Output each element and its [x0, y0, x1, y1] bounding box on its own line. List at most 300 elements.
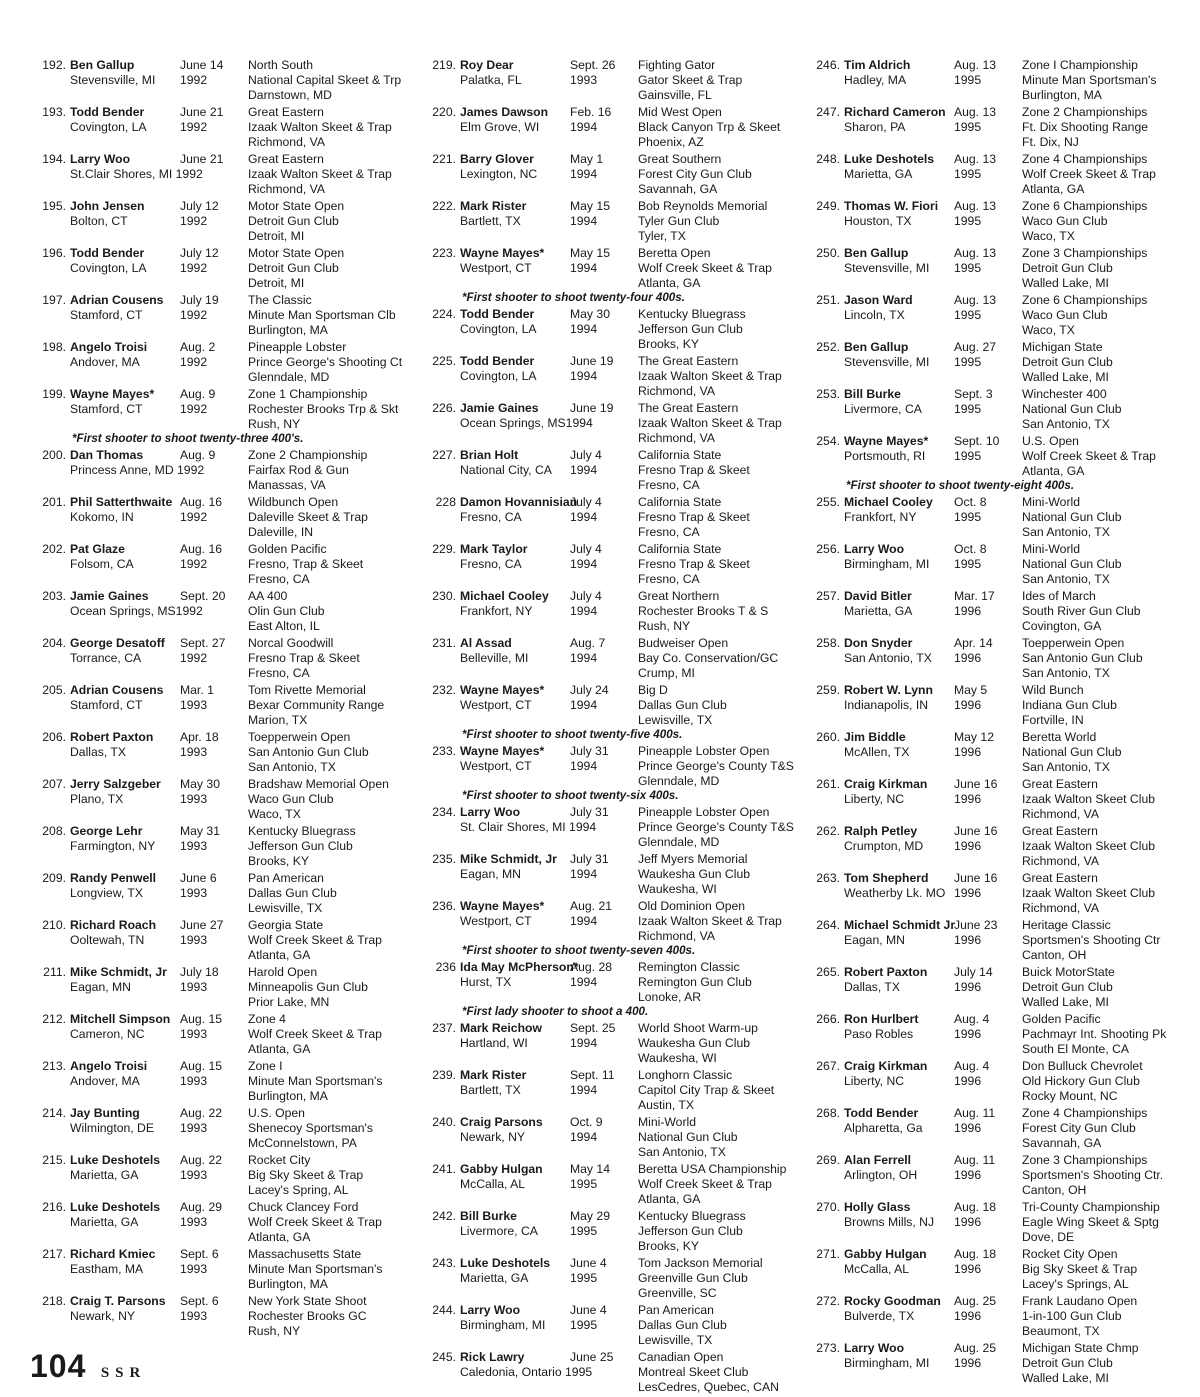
entry-number: 202.	[42, 542, 66, 556]
entry-number: 226.	[432, 401, 456, 415]
shooter-name: Thomas W. Fiori	[844, 199, 939, 213]
shoot-year: 1993	[180, 792, 208, 806]
entry-number: 221.	[432, 152, 456, 166]
club-name: Sportsmen's Shooting Ctr.	[1022, 1168, 1164, 1182]
shoot-date: July 31	[570, 805, 609, 819]
club-name: Shenecoy Sportsman's	[248, 1121, 373, 1135]
record-entry	[418, 354, 798, 398]
page-number: 104	[30, 1348, 87, 1384]
entry-number: 234.	[432, 805, 456, 819]
shoot-year: 1995	[954, 449, 982, 463]
record-entry	[418, 1021, 798, 1065]
club-location: Fresno, CA	[248, 572, 310, 586]
shooter-name: Luke Deshotels	[70, 1153, 161, 1167]
record-entry	[802, 824, 1182, 868]
entry-number: 208.	[42, 824, 66, 838]
club-name: Fresno Trap & Skeet	[638, 463, 750, 477]
entry-number: 270.	[816, 1200, 840, 1214]
entry-number: 239.	[432, 1068, 456, 1082]
event-name: Buick MotorState	[1022, 965, 1115, 979]
record-entry	[418, 852, 798, 896]
entry-number: 219.	[432, 58, 456, 72]
club-name: Izaak Walton Skeet & Trap	[248, 120, 392, 134]
shoot-date: Mar. 1	[180, 683, 214, 697]
shooter-name: Mitchell Simpson	[70, 1012, 171, 1026]
event-name: Old Dominion Open	[638, 899, 746, 913]
shoot-date: Aug. 16	[180, 495, 223, 509]
club-name: National Gun Club	[1022, 402, 1122, 416]
club-name: Gator Skeet & Trap	[638, 73, 743, 87]
event-name: Pan American	[638, 1303, 714, 1317]
shoot-year: 1995	[954, 167, 982, 181]
shooter-name: Todd Bender	[460, 354, 535, 368]
hometown: Marietta, GA	[844, 167, 913, 181]
record-entry	[802, 1294, 1182, 1338]
shoot-year: 1993	[180, 839, 208, 853]
entry-number: 209.	[42, 871, 66, 885]
shoot-year: 1995	[570, 1271, 598, 1285]
record-footnote: *First shooter to shoot twenty-four 400s.	[462, 291, 685, 304]
hometown: Caledonia, Ontario 1995	[460, 1365, 593, 1379]
event-name: Beretta World	[1022, 730, 1097, 744]
event-name: Norcal Goodwill	[248, 636, 334, 650]
club-name: Minute Man Sportsman's	[248, 1074, 383, 1088]
entry-number: 258.	[816, 636, 840, 650]
shoot-year: 1995	[954, 73, 982, 87]
hometown: Folsom, CA	[70, 557, 134, 571]
event-name: Fighting Gator	[638, 58, 716, 72]
shoot-date: May 31	[180, 824, 220, 838]
club-location: Rocky Mount, NC	[1022, 1089, 1118, 1103]
record-entry	[418, 805, 798, 849]
club-location: Lewisville, TX	[638, 1333, 713, 1347]
club-location: Richmond, VA	[248, 135, 325, 149]
entry-number: 195.	[42, 199, 66, 213]
shoot-date: Aug. 7	[570, 636, 606, 650]
hometown: Frankfort, NY	[460, 604, 533, 618]
club-location: San Antonio, TX	[638, 1145, 726, 1159]
hometown: Hadley, MA	[844, 73, 907, 87]
shoot-date: June 6	[180, 871, 217, 885]
club-name: Forest City Gun Club	[1022, 1121, 1136, 1135]
club-name: Detroit Gun Club	[1022, 1356, 1113, 1370]
record-entry	[802, 58, 1182, 102]
record-entry	[802, 965, 1182, 1009]
record-entry	[418, 307, 798, 351]
club-name: Old Hickory Gun Club	[1022, 1074, 1140, 1088]
hometown: Houston, TX	[844, 214, 912, 228]
record-entry	[418, 152, 798, 196]
club-location: Prior Lake, MN	[248, 995, 330, 1009]
shooter-name: Luke Deshotels	[460, 1256, 551, 1270]
entry-number: 211.	[43, 965, 66, 979]
hometown: Marietta, GA	[70, 1168, 139, 1182]
record-entry	[802, 683, 1182, 727]
shoot-date: Sept. 6	[180, 1294, 219, 1308]
hometown: Stevensville, MI	[70, 73, 156, 87]
hometown: Princess Anne, MD 1992	[70, 463, 205, 477]
hometown: Alpharetta, Ga	[844, 1121, 923, 1135]
event-name: Big D	[638, 683, 668, 697]
shoot-year: 1993	[180, 886, 208, 900]
club-name: Indiana Gun Club	[1022, 698, 1117, 712]
club-location: Canton, OH	[1022, 1183, 1087, 1197]
entry-number: 198.	[42, 340, 66, 354]
shoot-year: 1995	[954, 214, 982, 228]
hometown: Eagan, MN	[70, 980, 131, 994]
shooter-name: Jerry Salzgeber	[70, 777, 161, 791]
shoot-year: 1996	[954, 1027, 982, 1041]
record-entry	[418, 58, 798, 102]
shoot-date: Aug. 13	[954, 293, 997, 307]
shoot-date: July 18	[180, 965, 219, 979]
shooter-name: Robert W. Lynn	[844, 683, 933, 697]
club-location: Richmond, VA	[1022, 854, 1099, 868]
club-location: Burlington, MA	[248, 323, 328, 337]
shooter-name: Tim Aldrich	[844, 58, 911, 72]
shoot-date: Aug. 4	[954, 1059, 990, 1073]
entry-number: 261.	[816, 777, 840, 791]
shoot-year: 1994	[570, 322, 598, 336]
shoot-date: Aug. 11	[954, 1153, 996, 1167]
shoot-date: July 4	[570, 589, 602, 603]
club-name: Wolf Creek Skeet & Trap	[248, 1215, 382, 1229]
entry-number: 248.	[816, 152, 840, 166]
club-location: San Antonio, TX	[1022, 666, 1110, 680]
shoot-year: 1996	[954, 933, 982, 947]
entry-number: 192.	[42, 58, 66, 72]
event-name: World Shoot Warm-up	[638, 1021, 758, 1035]
hometown: McAllen, TX	[844, 745, 910, 759]
club-location: Savannah, GA	[1022, 1136, 1102, 1150]
event-name: Don Bulluck Chevrolet	[1022, 1059, 1143, 1073]
record-footnote: *First shooter to shoot twenty-six 400s.	[462, 789, 679, 802]
record-entry	[802, 730, 1182, 774]
club-name: Big Sky Skeet & Trap	[248, 1168, 364, 1182]
hometown: Newark, NY	[70, 1309, 136, 1323]
shooter-name: Wayne Mayes*	[460, 246, 545, 260]
hometown: Farmington, NY	[70, 839, 156, 853]
shoot-year: 1996	[954, 1121, 982, 1135]
shoot-year: 1996	[954, 1262, 982, 1276]
shoot-year: 1992	[180, 355, 208, 369]
event-name: Pineapple Lobster Open	[638, 805, 770, 819]
shooter-name: Mike Schmidt, Jr	[70, 965, 167, 979]
entry-number: 214.	[42, 1106, 66, 1120]
club-name: Fairfax Rod & Gun	[248, 463, 349, 477]
club-name: Prince George's Shooting Ct	[248, 355, 403, 369]
shoot-year: 1996	[954, 886, 982, 900]
entry-number: 259.	[816, 683, 840, 697]
shoot-year: 1992	[180, 510, 208, 524]
hometown: Bartlett, TX	[460, 1083, 521, 1097]
record-entry	[28, 387, 408, 431]
club-location: Waukesha, WI	[638, 1051, 717, 1065]
event-name: Bradshaw Memorial Open	[248, 777, 389, 791]
shoot-year: 1993	[180, 1027, 208, 1041]
shoot-year: 1992	[180, 261, 208, 275]
shooter-name: Wayne Mayes*	[460, 683, 545, 697]
event-name: Canadian Open	[638, 1350, 724, 1364]
club-name: Rochester Brooks GC	[248, 1309, 367, 1323]
hometown: Hurst, TX	[460, 975, 512, 989]
club-location: Walled Lake, MI	[1022, 995, 1109, 1009]
club-name: Greenville Gun Club	[638, 1271, 748, 1285]
event-name: Harold Open	[248, 965, 318, 979]
club-name: National Gun Club	[638, 1130, 738, 1144]
record-entry	[418, 636, 798, 680]
club-location: Daleville, IN	[248, 525, 314, 539]
record-entry	[418, 744, 798, 788]
record-entry	[802, 1247, 1182, 1291]
shoot-year: 1995	[570, 1224, 598, 1238]
event-name: Georgia State	[248, 918, 324, 932]
shooter-name: Bill Burke	[460, 1209, 517, 1223]
shoot-date: Aug. 15	[180, 1012, 223, 1026]
event-name: Zone 4 Championships	[1022, 152, 1148, 166]
record-entry	[28, 495, 408, 539]
shoot-date: July 14	[954, 965, 993, 979]
shoot-year: 1994	[570, 759, 598, 773]
hometown: Browns Mills, NJ	[844, 1215, 935, 1229]
hometown: Sharon, PA	[844, 120, 906, 134]
event-name: California State	[638, 448, 722, 462]
club-name: Izaak Walton Skeet Club	[1022, 839, 1155, 853]
shoot-year: 1992	[180, 120, 208, 134]
shooter-name: Craig Kirkman	[844, 1059, 928, 1073]
record-entry	[28, 1012, 408, 1056]
shooter-name: Rick Lawry	[460, 1350, 525, 1364]
record-entry	[418, 105, 798, 149]
entry-number: 232.	[432, 683, 456, 697]
entry-number: 213.	[42, 1059, 66, 1073]
shoot-date: May 5	[954, 683, 988, 697]
shoot-year: 1996	[954, 1356, 982, 1370]
club-name: Waukesha Gun Club	[638, 1036, 751, 1050]
club-location: Fresno, CA	[638, 572, 700, 586]
hometown: Stamford, CT	[70, 402, 143, 416]
entry-number: 242.	[432, 1209, 456, 1223]
entry-number: 255.	[816, 495, 840, 509]
shoot-date: July 4	[570, 448, 602, 462]
club-location: Detroit, MI	[248, 229, 305, 243]
club-name: Detroit Gun Club	[248, 261, 339, 275]
shoot-year: 1996	[954, 1168, 982, 1182]
club-name: Wolf Creek Skeet & Trap	[638, 1177, 772, 1191]
hometown: Covington, LA	[460, 369, 537, 383]
club-name: Fresno, Trap & Skeet	[248, 557, 364, 571]
club-name: Izaak Walton Skeet & Trap	[638, 914, 782, 928]
shoot-date: Aug. 22	[180, 1106, 223, 1120]
event-name: AA 400	[248, 589, 288, 603]
event-name: Zone 2 Championship	[248, 448, 368, 462]
shoot-date: July 31	[570, 852, 609, 866]
event-name: Great Southern	[638, 152, 722, 166]
club-location: Darnstown, MD	[248, 88, 332, 102]
event-name: Mini-World	[1022, 495, 1081, 509]
club-name: National Gun Club	[1022, 557, 1122, 571]
entry-number: 271.	[816, 1247, 840, 1261]
event-name: Golden Pacific	[1022, 1012, 1101, 1026]
event-name: North South	[248, 58, 314, 72]
shooter-name: Wayne Mayes*	[460, 744, 545, 758]
hometown: McCalla, AL	[844, 1262, 910, 1276]
record-entry	[28, 542, 408, 586]
club-location: Greenville, SC	[638, 1286, 717, 1300]
record-entry	[418, 1115, 798, 1159]
hometown: Stevensville, MI	[844, 261, 930, 275]
event-name: Beretta Open	[638, 246, 711, 260]
shoot-date: Oct. 8	[954, 542, 987, 556]
shooter-name: Jay Bunting	[70, 1106, 140, 1120]
entry-number: 257.	[816, 589, 840, 603]
shoot-year: 1994	[570, 167, 598, 181]
hometown: Dallas, TX	[70, 745, 126, 759]
shoot-year: 1994	[570, 214, 598, 228]
shoot-date: June 21	[180, 152, 224, 166]
club-location: East Alton, IL	[248, 619, 320, 633]
shoot-year: 1996	[954, 745, 982, 759]
shoot-date: Aug. 16	[180, 542, 223, 556]
entry-number: 230.	[432, 589, 456, 603]
shoot-date: Aug. 21	[570, 899, 613, 913]
shoot-date: Aug. 9	[180, 448, 216, 462]
record-entry	[418, 1303, 798, 1347]
record-entry	[28, 1059, 408, 1103]
event-name: Tri-County Championship	[1022, 1200, 1160, 1214]
shooter-name: Michael Schmidt Jr	[844, 918, 956, 932]
event-name: Budweiser Open	[638, 636, 729, 650]
event-name: Great Eastern	[248, 105, 324, 119]
entry-number: 272.	[816, 1294, 840, 1308]
shoot-year: 1994	[570, 604, 598, 618]
hometown: Hartland, WI	[460, 1036, 528, 1050]
event-name: Zone I Championship	[1022, 58, 1138, 72]
club-name: South River Gun Club	[1022, 604, 1141, 618]
event-name: Mini-World	[1022, 542, 1081, 556]
shoot-year: 1995	[954, 308, 982, 322]
record-entry	[418, 899, 798, 943]
shoot-date: Oct. 8	[954, 495, 987, 509]
record-entry	[802, 542, 1182, 586]
entry-number: 247.	[816, 105, 840, 119]
record-entry	[28, 824, 408, 868]
record-entry	[28, 340, 408, 384]
hometown: Birmingham, MI	[844, 557, 930, 571]
hometown: Stamford, CT	[70, 698, 143, 712]
entry-number: 235.	[432, 852, 456, 866]
shoot-date: Sept. 20	[180, 589, 226, 603]
shoot-date: June 21	[180, 105, 224, 119]
hometown: Birmingham, MI	[844, 1356, 930, 1370]
event-name: U.S. Open	[248, 1106, 305, 1120]
record-entry	[802, 495, 1182, 539]
entry-number: 254.	[816, 434, 840, 448]
hometown: Westport, CT	[460, 914, 532, 928]
shoot-year: 1993	[180, 933, 208, 947]
shoot-date: May 12	[954, 730, 994, 744]
shoot-date: July 4	[570, 542, 602, 556]
hometown: Bartlett, TX	[460, 214, 521, 228]
hometown: Wilmington, DE	[70, 1121, 154, 1135]
club-name: 1-in-100 Gun Club	[1022, 1309, 1122, 1323]
record-entry	[802, 777, 1182, 821]
shooter-name: Todd Bender	[844, 1106, 919, 1120]
record-entry	[802, 387, 1182, 431]
club-name: Jefferson Gun Club	[638, 322, 743, 336]
hometown: Birmingham, MI	[460, 1318, 546, 1332]
club-location: Richmond, VA	[638, 431, 715, 445]
record-footnote: *First lady shooter to shoot a 400.	[462, 1005, 649, 1018]
event-name: Kentucky Bluegrass	[638, 307, 746, 321]
column-2	[418, 58, 798, 1397]
record-entry	[418, 1162, 798, 1206]
shoot-year: 1994	[570, 1036, 598, 1050]
shooter-name: Wayne Mayes*	[460, 899, 545, 913]
event-name: Zone 6 Championships	[1022, 199, 1148, 213]
club-location: Atlanta, GA	[1022, 464, 1085, 478]
club-location: Savannah, GA	[638, 182, 718, 196]
club-name: Big Sky Skeet & Trap	[1022, 1262, 1138, 1276]
club-location: Atlanta, GA	[638, 1192, 701, 1206]
shoot-year: 1993	[180, 745, 208, 759]
event-name: Beretta USA Championship	[638, 1162, 787, 1176]
club-location: Richmond, VA	[638, 929, 715, 943]
hometown: Palatka, FL	[460, 73, 522, 87]
hometown: Stamford, CT	[70, 308, 143, 322]
club-location: Walled Lake, MI	[1022, 276, 1109, 290]
shooter-name: David Bitler	[844, 589, 912, 603]
record-entry	[802, 871, 1182, 915]
entry-number: 210.	[42, 918, 66, 932]
hometown: Stevensville, MI	[844, 355, 930, 369]
shoot-date: May 29	[570, 1209, 610, 1223]
club-name: Forest City Gun Club	[638, 167, 752, 181]
entry-number: 269.	[816, 1153, 840, 1167]
record-entry	[28, 1294, 408, 1338]
club-name: Prince George's County T&S	[638, 759, 794, 773]
shooter-name: Richard Roach	[70, 918, 157, 932]
shoot-date: May 1	[570, 152, 604, 166]
hometown: Westport, CT	[460, 698, 532, 712]
entry-number: 268.	[816, 1106, 840, 1120]
event-name: Great Northern	[638, 589, 720, 603]
club-location: Canton, OH	[1022, 948, 1087, 962]
shoot-year: 1994	[570, 120, 598, 134]
shooter-name: Al Assad	[460, 636, 512, 650]
shoot-year: 1994	[570, 261, 598, 275]
shooter-name: Michael Cooley	[460, 589, 549, 603]
event-name: Zone 1 Championship	[248, 387, 368, 401]
shoot-date: June 16	[954, 824, 998, 838]
club-location: Walled Lake, MI	[1022, 1371, 1109, 1385]
club-location: Brooks, KY	[638, 1239, 699, 1253]
shooter-name: Larry Woo	[460, 805, 521, 819]
shoot-year: 1996	[954, 792, 982, 806]
entry-number: 199.	[42, 387, 66, 401]
club-location: McConnelstown, PA	[248, 1136, 357, 1150]
record-entry	[28, 636, 408, 680]
shoot-date: May 14	[570, 1162, 610, 1176]
club-location: Burlington, MA	[248, 1277, 328, 1291]
club-location: Waukesha, WI	[638, 882, 717, 896]
club-location: Waco, TX	[1022, 323, 1075, 337]
club-location: Brooks, KY	[248, 854, 309, 868]
record-entry	[418, 199, 798, 243]
record-entry	[802, 636, 1182, 680]
club-name: Jefferson Gun Club	[638, 1224, 743, 1238]
hometown: St. Clair Shores, MI 1994	[460, 820, 597, 834]
